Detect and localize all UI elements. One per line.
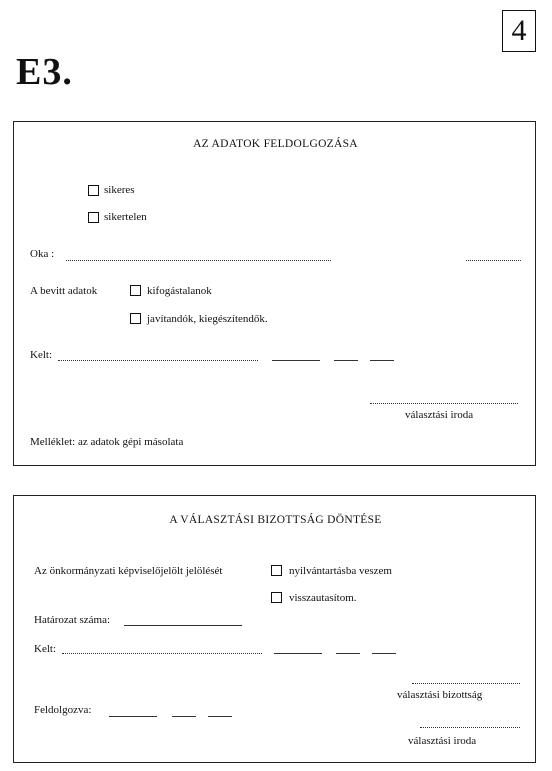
decision-section-title: A VÁLASZTÁSI BIZOTTSÁG DÖNTÉSE — [169, 514, 382, 526]
reason-field[interactable] — [66, 260, 331, 261]
office-signature-caption: választási iroda — [405, 409, 474, 421]
decision-date-day-field[interactable] — [372, 653, 396, 654]
nomination-text: Az önkormányzati képviselőjelölt jelölését — [34, 565, 223, 577]
date-day-field[interactable] — [370, 360, 394, 361]
decision-date-place-field[interactable] — [62, 653, 262, 654]
processing-section — [13, 121, 536, 466]
page-number: 4 — [502, 10, 536, 52]
reject-label: visszautasítom. — [289, 592, 357, 604]
office-signature-line[interactable] — [370, 403, 518, 404]
attachment-note: Melléklet: az adatok gépi másolata — [30, 436, 184, 448]
reject-checkbox[interactable] — [271, 592, 282, 603]
decision-date-month-field[interactable] — [336, 653, 360, 654]
decision-date-label: Kelt: — [34, 643, 56, 655]
flawless-label: kifogástalanok — [147, 285, 212, 297]
reason-field-end[interactable] — [466, 260, 521, 261]
processing-section-title: AZ ADATOK FELDOLGOZÁSA — [193, 138, 358, 150]
to-correct-checkbox[interactable] — [130, 313, 141, 324]
committee-signature-line[interactable] — [412, 683, 520, 684]
unsuccessful-label: sikertelen — [104, 211, 147, 223]
form-code: E3. — [16, 51, 73, 93]
decision-date-year-field[interactable] — [274, 653, 322, 654]
processed-label: Feldolgozva: — [34, 704, 92, 716]
committee-caption: választási bizottság — [397, 689, 483, 701]
processed-month-field[interactable] — [172, 716, 196, 717]
entered-data-label: A bevitt adatok — [30, 285, 98, 297]
date-place-field[interactable] — [58, 360, 258, 361]
date-year-field[interactable] — [272, 360, 320, 361]
flawless-checkbox[interactable] — [130, 285, 141, 296]
reason-label: Oka : — [30, 248, 55, 260]
processed-year-field[interactable] — [109, 716, 157, 717]
office-signature-line-2[interactable] — [420, 727, 520, 728]
register-label: nyilvántartásba veszem — [289, 565, 392, 577]
resolution-number-label: Határozat száma: — [34, 614, 111, 626]
decision-section — [13, 495, 536, 763]
to-correct-label: javítandók, kiegészítendők. — [147, 313, 268, 325]
office-caption-2: választási iroda — [408, 735, 477, 747]
register-checkbox[interactable] — [271, 565, 282, 576]
resolution-number-field[interactable] — [124, 625, 242, 626]
date-month-field[interactable] — [334, 360, 358, 361]
successful-label: sikeres — [104, 184, 135, 196]
processed-day-field[interactable] — [208, 716, 232, 717]
unsuccessful-checkbox[interactable] — [88, 212, 99, 223]
date-label: Kelt: — [30, 349, 52, 361]
successful-checkbox[interactable] — [88, 185, 99, 196]
